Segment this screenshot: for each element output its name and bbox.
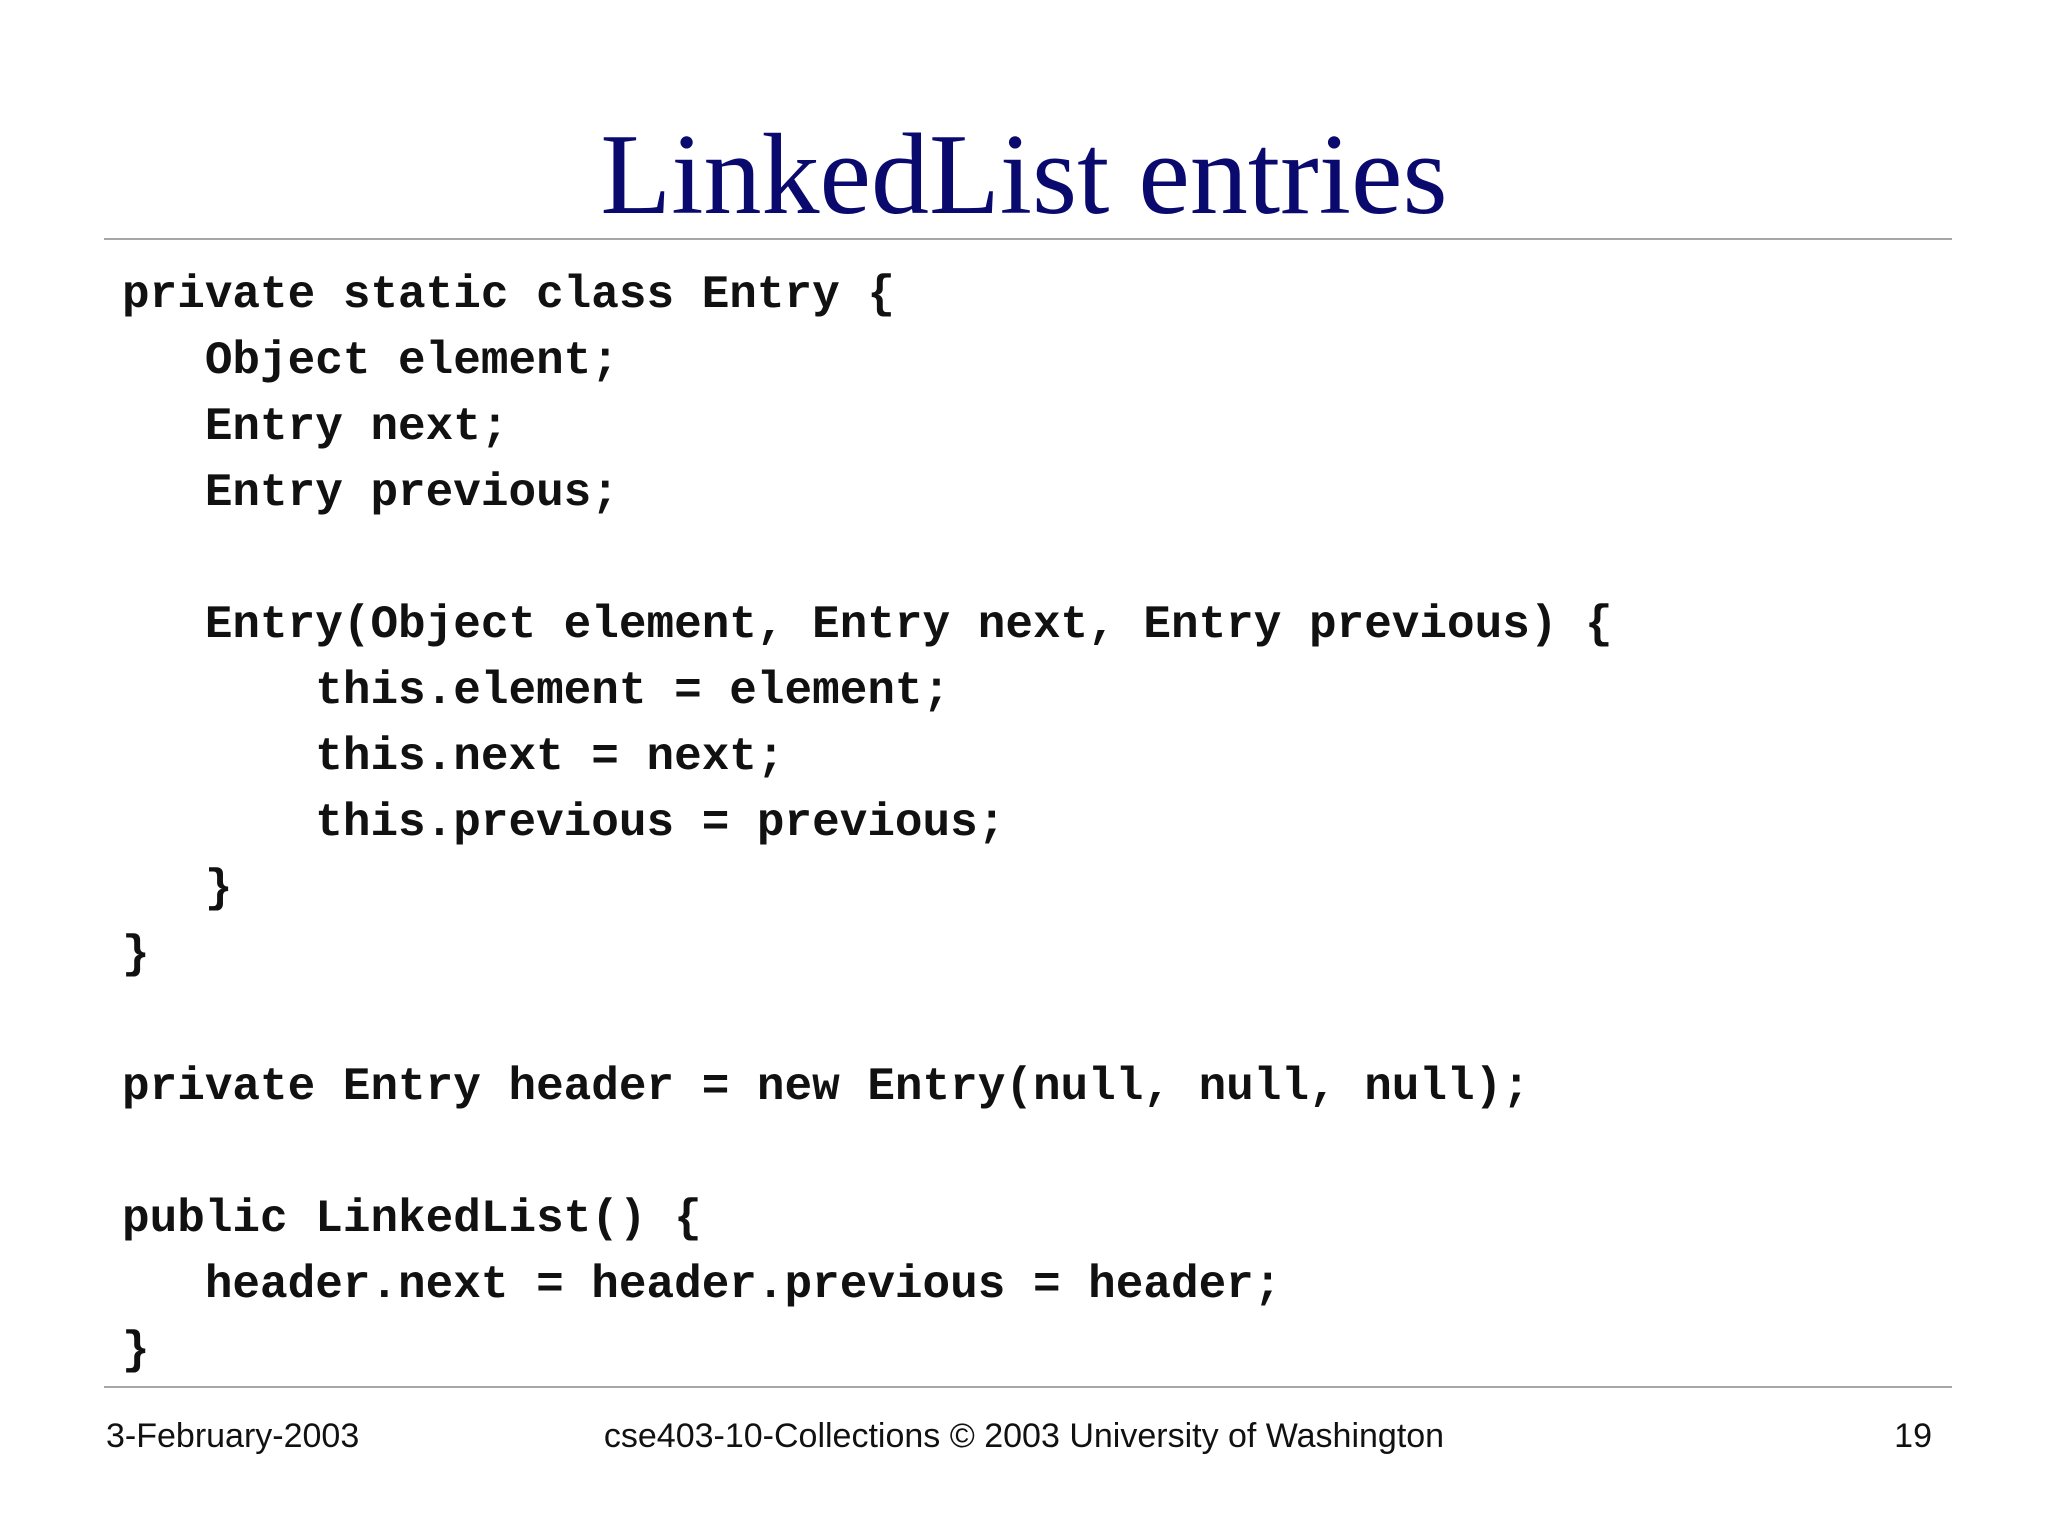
footer-page-number: 19 (1894, 1417, 1932, 1455)
code-line: private static class Entry { (122, 269, 895, 321)
footer-date: 3-February-2003 (106, 1417, 360, 1455)
code-line-blank (122, 988, 1613, 1054)
code-line: Entry previous; (122, 467, 619, 519)
code-line: } (122, 929, 150, 981)
code-block (122, 262, 1613, 1384)
code-line: private Entry header = new Entry(null, null, null); (122, 1061, 1530, 1113)
code-line-blank (122, 1120, 1613, 1186)
code-line: public LinkedList() { (122, 1193, 702, 1245)
slide-title: LinkedList entries (600, 111, 1448, 239)
footer-course-copyright: cse403-10-Collections © 2003 University of Washington (603, 1417, 1445, 1455)
code-line: this.previous = previous; (122, 797, 1006, 849)
title-divider (104, 238, 1952, 240)
code-line: Entry(Object element, Entry next, Entry previous) { (122, 599, 1613, 651)
code-line: header.next = header.previous = header; (122, 1259, 1282, 1311)
code-line: this.element = element; (122, 665, 951, 717)
code-line: this.next = next; (122, 731, 785, 783)
code-line: Object element; (122, 335, 619, 387)
code-line: } (122, 863, 233, 915)
code-line: Entry next; (122, 401, 509, 453)
code-line-blank (122, 526, 1613, 592)
code-line: } (122, 1325, 150, 1377)
footer-divider (104, 1386, 1952, 1388)
